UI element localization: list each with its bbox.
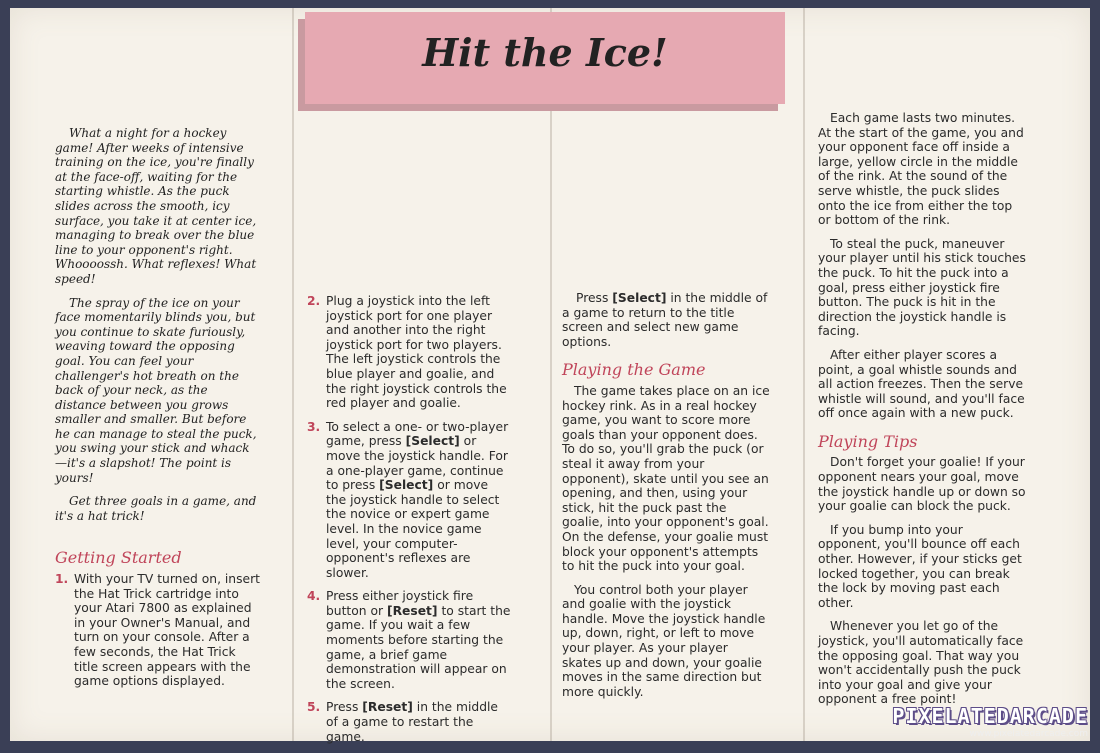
rules-paragraph: Each game lasts two minutes. At the start of the game, you and your opponent face off inside a large, yellow circle in the middle of the rink. At the sound of the serve whistle, the puck slides onto the ice from either the top or bottom of the rink.: [818, 111, 1024, 228]
step-text: With your TV turned on, insert the Hat Trick cartridge into your Atari 7800 as explained in your Owner's Manual, and turn on your console. After a few seconds, the Hat Trick title screen appears with the game options displayed.: [74, 572, 260, 689]
column-2: [307, 294, 512, 753]
intro-story: [55, 126, 260, 523]
step-5: [307, 700, 512, 744]
page-title: Hit the Ice!: [422, 30, 668, 75]
step-text: Press either joystick fire button or [Reset] to start the game. If you wait a few moments before starting the game, a brief game demonstration will appear on the screen.: [326, 589, 511, 691]
column-4: [818, 111, 1028, 716]
title-banner: [305, 12, 785, 104]
step-text: To select a one- or two-player game, press [Select] or move the joystick handle. For a one-player game, continue to press [Select] or move the joystick handle to select the novice or expert game level. In the novice game level, your computer-opponent's reflexes are slower.: [326, 419, 509, 580]
playing-tips-heading: Playing Tips: [818, 431, 918, 451]
tips-paragraph: If you bump into your opponent, you'll bounce off each other. However, if your sticks get locked together, you can break the lock by moving past each other.: [818, 522, 1022, 610]
step-number: 5.: [307, 700, 321, 715]
watermark-url: www.pixelatedarcade.com: [969, 729, 1088, 739]
tips-paragraph: Don't forget your goalie! If your opponent nears your goal, move the joystick handle up or down so your goalie can block the puck.: [818, 455, 1026, 514]
rules-paragraph: To steal the puck, maneuver your player until his stick touches the puck. To hit the puck into a goal, press either joystick fire button. The puck is hit in the direction the joystick handle is facing.: [818, 236, 1026, 339]
step-number: 4.: [307, 589, 321, 604]
select-note: Press [Select] in the middle of a game to return to the title screen and select new game options.: [562, 291, 768, 349]
step-text: Plug a joystick into the left joystick port for one player and another into the right joystick port for two players. The left joystick controls the blue player and goalie, and the right joystick controls the red player and goalie.: [326, 294, 507, 411]
step-4: [307, 589, 512, 691]
select-key: [Select]: [379, 478, 434, 493]
select-key: [Select]: [405, 434, 460, 449]
step-1: [55, 572, 260, 689]
select-key: [Select]: [612, 291, 667, 305]
game-paragraph: You control both your player and goalie with the joystick handle. Move the joystick handle up, down, right, or left to move your player. As your player skates up and down, your goalie moves in the same direction but more quickly.: [562, 582, 766, 699]
playing-the-game-heading: Playing the Game: [562, 360, 706, 380]
panel-fold-center: [550, 8, 552, 741]
site-watermark: [892, 704, 1088, 739]
step-number: 2.: [307, 294, 321, 308]
panel-fold-left: [292, 8, 294, 741]
watermark-logo: PIXELATEDARCADE: [892, 704, 1088, 728]
reset-key: [Reset]: [386, 603, 438, 618]
game-paragraph: The game takes place on an ice hockey rink. As in a real hockey game, you want to score more goals than your opponent does. To do so, you'll grab the puck (or steal it away from your opponent), skate until you see an opening, and then, using your stick, hit the puck past the goalie, into your opponent's goal. On the defense, your goalie must block your opponent's attempts to hit the puck into your goal.: [562, 383, 770, 574]
column-1: [55, 126, 260, 698]
step-number: 3.: [307, 419, 321, 434]
reset-key: [Reset]: [362, 700, 413, 715]
tips-paragraph: Whenever you let go of the joystick, you'll automatically face the opposing goal. That way you won't accidentally push the puck into your goal and give your opponent a free point!: [818, 619, 1024, 707]
intro-paragraph: The spray of the ice on your face momentarily blinds you, but you continue to skate furiously, weaving toward the opposing goal. You can feel your challenger's hot breath on the back of your neck, as the distance between you grows smaller and smaller. But before he can manage to steal the puck, you swing your stick and whack—it's a slapshot! The point is yours!: [55, 295, 257, 485]
panel-fold-right: [803, 8, 805, 741]
step-2: [307, 294, 512, 411]
step-number: 1.: [55, 572, 69, 587]
step-3: [307, 420, 512, 581]
intro-paragraph: What a night for a hockey game! After weeks of intensive training on the ice, you're finally at the face-off, waiting for the starting whistle. As the puck slides across the smooth, icy surface, you take it at center ice, managing to break over the blue line to your opponent's right. Whoooossh. What reflexes! What speed!: [55, 126, 257, 286]
getting-started-heading: Getting Started: [55, 548, 182, 568]
column-3: [562, 291, 770, 708]
step-text: Press [Reset] in the middle of a game to restart the game.: [326, 700, 498, 744]
intro-paragraph: Get three goals in a game, and it's a hat trick!: [55, 494, 257, 523]
rules-paragraph: After either player scores a point, a goal whistle sounds and all action freezes. Then the serve whistle will sound, and you'll face off once again with a new puck.: [818, 347, 1025, 421]
